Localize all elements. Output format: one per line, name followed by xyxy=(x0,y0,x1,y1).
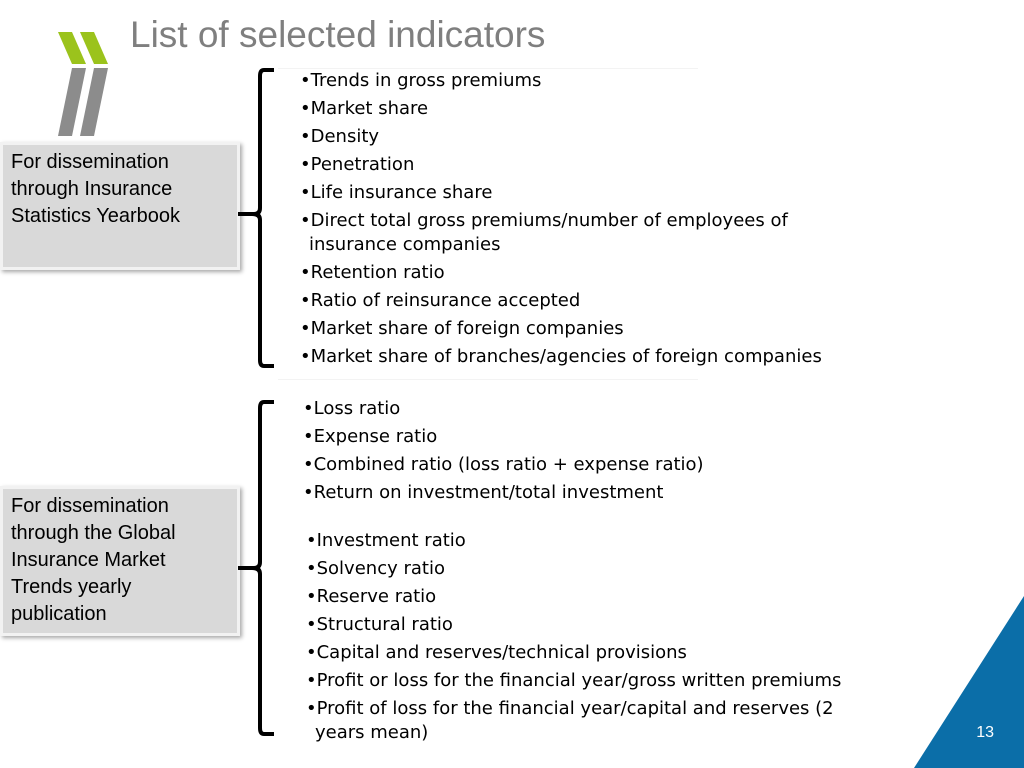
page-number: 13 xyxy=(976,724,994,741)
global-trends-indicator-list-b xyxy=(306,529,861,749)
list-item: •Market share of branches/agencies of foreign companies xyxy=(300,346,822,367)
list-item: •Loss ratio xyxy=(303,398,401,419)
list-item: •Expense ratio xyxy=(303,426,438,447)
list-item: •Structural ratio xyxy=(306,614,453,635)
list-item: •Market share of foreign companies xyxy=(300,318,624,339)
list-item: •Profit or loss for the financial year/gross written premiums xyxy=(306,670,842,691)
list-item: •Trends in gross premiums xyxy=(300,70,542,91)
yearbook-bracket xyxy=(236,66,280,370)
double-chevron-logo-icon xyxy=(50,30,112,140)
yearbook-callout: For dissemination through Insurance Statistics Yearbook xyxy=(0,142,240,270)
list-item: •Reserve ratio xyxy=(306,586,437,607)
list-item: •Ratio of reinsurance accepted xyxy=(300,290,581,311)
yearbook-indicator-list xyxy=(300,69,845,373)
slide-title: List of selected indicators xyxy=(130,14,546,55)
global-trends-callout: For dissemination through the Global Insurance Market Trends yearly publication xyxy=(0,486,240,636)
list-item: •Investment ratio xyxy=(306,530,466,551)
list-item: •Penetration xyxy=(300,154,415,175)
corner-triangle-decoration xyxy=(914,596,1024,768)
list-item: •Profit of loss for the financial year/capital and reserves (2 years mean) xyxy=(306,698,834,743)
list-item: •Capital and reserves/technical provisions xyxy=(306,642,687,663)
global-trends-indicator-list-a xyxy=(303,397,848,509)
list-item: •Density xyxy=(300,126,380,147)
list-item: •Combined ratio (loss ratio + expense ratio) xyxy=(303,454,704,475)
list-item: •Market share xyxy=(300,98,429,119)
list-item: •Retention ratio xyxy=(300,262,445,283)
list-item: •Solvency ratio xyxy=(306,558,445,579)
list-item: •Direct total gross premiums/number of employees of insurance companies xyxy=(300,210,788,255)
list-item: •Life insurance share xyxy=(300,182,493,203)
global-trends-bracket xyxy=(236,398,280,738)
list-item: •Return on investment/total investment xyxy=(303,482,664,503)
